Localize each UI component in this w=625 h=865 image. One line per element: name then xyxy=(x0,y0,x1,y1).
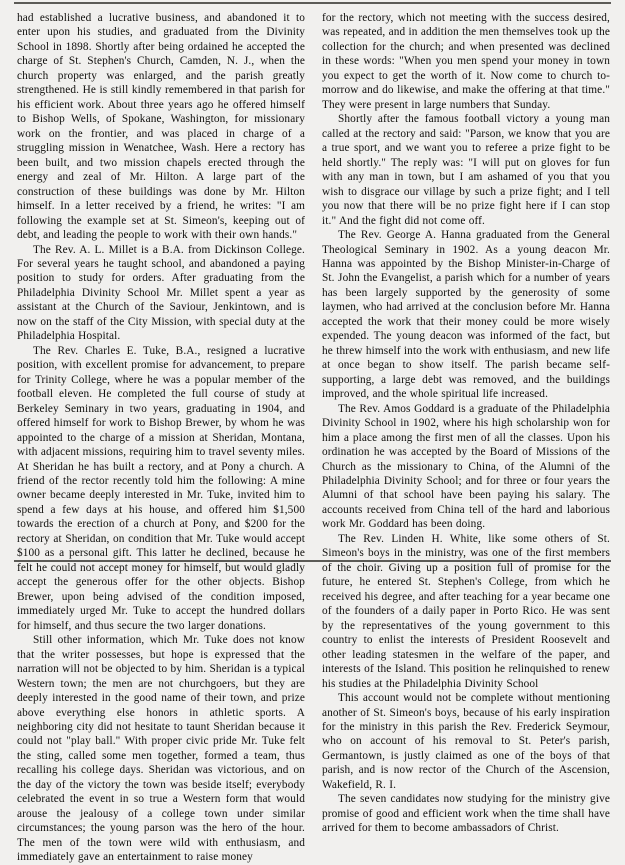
page-bottom-rule xyxy=(14,560,611,562)
paragraph: The Rev. George A. Hanna graduated from the General Theological Seminary in 1902. As a young deacon Mr. Hanna was appointed by the Bishop Minister-in-Charge of St. John the Evangelist, a parish which for a number of years has been largely supported by the generosity of some laymen, who had arrived at the conclusion before Mr. Hanna accepted the work that their money could be more wisely expended. The young deacon was informed of the fact, but he threw himself into the work with enthusiasm, and new life at once began to show itself. The parish became self-supporting, a large debt was removed, and the buildings improved, and the whole spiritual life increased. xyxy=(322,229,610,401)
right-text-column xyxy=(322,11,610,835)
paragraph: The Rev. Amos Goddard is a graduate of the Philadelphia Divinity School in 1902, where his high scholarship won for him a place among the first men of all the classes. Upon his ordination he was accepted by the Board of Missions of the Church as the missionary to China, of the Alumni of the Philadelphia Divinity School; and for three or four years the Alumni of that school have been paying his salary. The accounts received from China tell of the hard and laborious work Mr. Goddard has been doing. xyxy=(322,402,610,531)
paragraph: The Rev. A. L. Millet is a B.A. from Dickinson College. For several years he taught school, and abandoned a paying position to study for orders. After graduating from the Philadelphia Divinity School Mr. Millet spent a year as assistant at the Church of the Saviour, Jenkintown, and is now on the staff of the City Mission, with special duty at the Philadelphia Hospital. xyxy=(17,243,305,343)
left-text-column xyxy=(17,11,305,864)
paragraph: for the rectory, which not meeting with the success desired, was repeated, and in addition the men themselves took up the collection for the church; and when presented was declined in these words: "When you men spend your money in town you expect to get the worth of it. Now come to church to-morrow and do likewise, and make the offering at that time." They were present in large numbers that Sunday. xyxy=(322,12,610,111)
paragraph: had established a lucrative business, and abandoned it to enter upon his studies, and graduated from the Divinity School in 1898. Shortly after being ordained he accepted the charge of St. Stephen's Church, Camden, N. J., when the church property was enlarged, and the parish greatly strengthened. He is still kindly remembered in that parish for his efficient work. About three years ago he offered himself to Bishop Wells, of Spokane, Washington, for missionary work on the frontier, and was placed in charge of a struggling mission in Wenatchee, Wash. Here a rectory has been built, and two mission chapels erected through the energy and zeal of Mr. Hilton. A large part of the construction of these buildings was done by Mr. Hilton himself. In a letter received by a friend, he writes: "I am following the example set at St. Simeon's, keeping out of debt, and leading the people to work with their own hands." xyxy=(17,12,305,242)
page-top-rule xyxy=(14,2,611,4)
paragraph: The Rev. Linden H. White, like some others of St. Simeon's boys in the ministry, was one of the first members of the choir. Giving up a position full of promise for the future, he entered St. Stephen's College, from which he received his degree, and after teaching for a year became one of the founders of a daily paper in Porto Rico. He was sent by the representatives of the young government to this country to enlist the interests of President Roosevelt and other leading statesmen in the welfare of the paper, and interests of the Island. This position he relinquished to renew his studies at the Philadelphia Divinity School xyxy=(322,532,610,690)
two-column-text-body xyxy=(17,11,611,864)
paragraph: This account would not be complete without mentioning another of St. Simeon's boys, because of his early inspiration for the ministry in this parish the Rev. Frederick Seymour, who on account of his removal to St. Peter's parish, Germantown, is justly claimed as one of the boys of that parish, and is now rector of the Church of the Ascension, Wakefield, R. I. xyxy=(322,692,610,791)
paragraph: The Rev. Charles E. Tuke, B.A., resigned a lucrative position, with excellent promise for advancement, to prepare for Trinity College, where he was a popular member of the football eleven. He completed the full course of study at Berkeley Seminary in two years, graduating in 1904, and offered himself for work to Bishop Brewer, by whom he was appointed to the charge of a mission at Sheridan, Montana, with adjacent missions, requiring him to travel seventy miles. At Sheridan he has built a rectory, and at Pony a church. A friend of the rector recently told him the following: A mine owner became deeply interested in Mr. Tuke, invited him to spend a few days at his house, and offered him $1,500 towards the erection of a church at Pony, and $200 for the rectory at Sheridan, on condition that Mr. Tuke would accept $100 as a personal gift. This latter he declined, because he felt he could not accept money for himself, but would gladly accept the generous offer for the other objects. Bishop Brewer, upon being advised of the condition imposed, immediately urged Mr. Tuke to accept the hundred dollars for himself, and thus secure the two larger donations. xyxy=(17,344,305,632)
paragraph: Shortly after the famous football victory a young man called at the rectory and said: "Parson, we know that you are a true sport, and we want you to referee a prize fight to be held shortly." The reply was: "I will put on gloves for fun with any man in town, but I am ashamed of you that you wish to disgrace our village by such a prize fight; and I tell you now that there will be no prize fight here if I can stop it." And the fight did not come off. xyxy=(322,113,610,227)
paragraph: Still other information, which Mr. Tuke does not know that the writer possesses, but hope is expressed that the narration will not be objected to by him. Sheridan is a typical Western town; the men are not churchgoers, but they are deeply interested in the good name of their town, and prize above everything else honors in athletic sports. A neighboring city did not hesitate to taunt Sheridan because it could not "play ball." With proper civic pride Mr. Tuke felt the sting, called some men together, formed a team, thus recalling his college days. Sheridan was victorious, and on the day of the victory the town was beside itself; everybody celebrated the event in so true a Western form that would arouse the jealousy of a college town under similar circumstances; the young parson was the hero of the hour. The men of the town were wild with enthusiasm, and immediately gave an entertainment to raise money xyxy=(17,634,305,864)
paragraph: The seven candidates now studying for the ministry give promise of good and efficient work when the time shall have arrived for them to become ambassadors of Christ. xyxy=(322,793,610,835)
